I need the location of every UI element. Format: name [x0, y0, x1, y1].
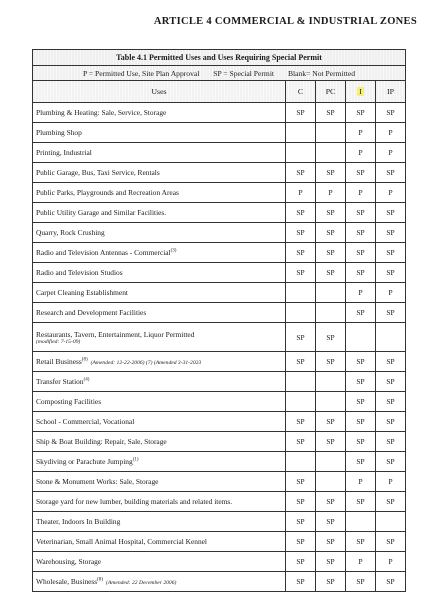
- permission-cell-pc: SP: [316, 223, 346, 243]
- permission-cell-i: SP: [346, 103, 376, 123]
- permission-cell-c: [286, 123, 316, 143]
- table-row: [33, 432, 406, 452]
- use-label: Plumbing Shop: [36, 128, 82, 137]
- permission-cell-ip: SP: [376, 303, 406, 323]
- permission-cell-i: SP: [346, 352, 376, 372]
- permission-cell-c: SP: [286, 323, 316, 352]
- permission-cell-ip: SP: [376, 432, 406, 452]
- permission-cell-pc: [316, 472, 346, 492]
- table-row: [33, 452, 406, 472]
- table-row: [33, 552, 406, 572]
- permission-cell-ip: SP: [376, 412, 406, 432]
- use-label: Public Utility Garage and Similar Facilities.: [36, 208, 167, 217]
- permission-cell-c: P: [286, 183, 316, 203]
- permission-cell-c: [286, 283, 316, 303]
- column-header-uses: Uses: [33, 81, 286, 103]
- use-cell: [33, 143, 286, 163]
- permission-cell-i: P: [346, 183, 376, 203]
- permission-cell-c: SP: [286, 103, 316, 123]
- permission-cell-pc: SP: [316, 532, 346, 552]
- use-cell: [33, 283, 286, 303]
- permission-cell-pc: SP: [316, 552, 346, 572]
- table-row: [33, 183, 406, 203]
- permission-cell-i: P: [346, 283, 376, 303]
- permission-cell-i: SP: [346, 412, 376, 432]
- use-label: Research and Development Facilities: [36, 308, 147, 317]
- permission-cell-i: SP: [346, 263, 376, 283]
- use-cell: [33, 163, 286, 183]
- permission-cell-ip: SP: [376, 532, 406, 552]
- use-label: School - Commercial, Vocational: [36, 417, 135, 426]
- table-row: [33, 323, 406, 352]
- permission-cell-pc: SP: [316, 512, 346, 532]
- column-header-row: [33, 81, 406, 103]
- permission-cell-pc: SP: [316, 572, 346, 592]
- permission-cell-i: [346, 512, 376, 532]
- permission-cell-pc: SP: [316, 323, 346, 352]
- table-row: [33, 283, 406, 303]
- permission-cell-ip: SP: [376, 492, 406, 512]
- table-title: Table 4.1 Permitted Uses and Uses Requiring Special Permit: [33, 50, 406, 66]
- use-label: Printing, Industrial: [36, 148, 92, 157]
- use-cell: [33, 512, 286, 532]
- permission-cell-i: SP: [346, 243, 376, 263]
- footnote-ref: (8): [81, 357, 88, 363]
- use-label: Theater, Indoors In Building: [36, 517, 121, 526]
- use-label: Public Garage, Bus, Taxi Service, Rentals: [36, 168, 160, 177]
- permission-cell-c: SP: [286, 492, 316, 512]
- use-label: Wholesale, Business: [36, 577, 98, 586]
- use-label: Quarry, Rock Crushing: [36, 228, 105, 237]
- permission-cell-i: SP: [346, 492, 376, 512]
- column-header-pc: PC: [316, 81, 346, 103]
- table-row: [33, 163, 406, 183]
- table-row: [33, 303, 406, 323]
- use-cell: [33, 572, 286, 592]
- column-header-c: C: [286, 81, 316, 103]
- permission-cell-c: SP: [286, 203, 316, 223]
- use-cell: [33, 123, 286, 143]
- highlight-mark: I: [359, 87, 362, 96]
- permitted-uses-table: [32, 49, 406, 592]
- permission-cell-i: SP: [346, 372, 376, 392]
- table-row: [33, 263, 406, 283]
- permission-cell-ip: [376, 512, 406, 532]
- permission-cell-i: P: [346, 552, 376, 572]
- permission-cell-i: SP: [346, 163, 376, 183]
- permission-cell-pc: P: [316, 183, 346, 203]
- use-cell: [33, 263, 286, 283]
- permission-cell-c: SP: [286, 552, 316, 572]
- permission-cell-i: SP: [346, 392, 376, 412]
- table-row: [33, 532, 406, 552]
- table-row: [33, 103, 406, 123]
- permission-cell-pc: [316, 452, 346, 472]
- permission-cell-pc: SP: [316, 243, 346, 263]
- permission-cell-ip: SP: [376, 223, 406, 243]
- permission-cell-i: SP: [346, 303, 376, 323]
- permission-cell-c: SP: [286, 412, 316, 432]
- use-cell: [33, 323, 286, 352]
- table-row: [33, 412, 406, 432]
- use-cell: [33, 103, 286, 123]
- permission-cell-pc: [316, 392, 346, 412]
- use-cell: [33, 452, 286, 472]
- table-row: [33, 123, 406, 143]
- permission-cell-ip: SP: [376, 263, 406, 283]
- permission-cell-ip: [376, 323, 406, 352]
- permission-cell-c: [286, 303, 316, 323]
- table-title-row: [33, 50, 406, 66]
- permission-cell-pc: SP: [316, 412, 346, 432]
- footnote-ref: (8): [97, 577, 104, 583]
- use-cell: [33, 372, 286, 392]
- table-row: [33, 392, 406, 412]
- table-row: [33, 203, 406, 223]
- permission-cell-c: SP: [286, 352, 316, 372]
- use-cell: [33, 392, 286, 412]
- permission-cell-ip: P: [376, 143, 406, 163]
- use-cell: [33, 412, 286, 432]
- use-cell: [33, 303, 286, 323]
- column-header-i: [346, 81, 376, 103]
- legend-special-permit: SP = Special Permit: [213, 68, 275, 78]
- permission-cell-pc: [316, 283, 346, 303]
- permission-cell-pc: SP: [316, 263, 346, 283]
- permission-cell-c: SP: [286, 572, 316, 592]
- table-row: [33, 472, 406, 492]
- permission-cell-i: P: [346, 143, 376, 163]
- permission-cell-i: SP: [346, 452, 376, 472]
- use-label: Retail Business: [36, 357, 82, 366]
- use-label: Plumbing & Heating: Sale, Service, Storage: [36, 108, 167, 117]
- use-cell: [33, 223, 286, 243]
- permission-cell-ip: SP: [376, 572, 406, 592]
- use-cell: [33, 203, 286, 223]
- table-row: [33, 372, 406, 392]
- permission-cell-ip: P: [376, 472, 406, 492]
- use-label: Public Parks, Playgrounds and Recreation Areas: [36, 188, 179, 197]
- use-cell: [33, 352, 286, 372]
- permission-cell-i: P: [346, 472, 376, 492]
- footnote-ref: (4): [83, 377, 90, 383]
- permission-cell-c: SP: [286, 512, 316, 532]
- footnote-ref: (3): [170, 248, 177, 254]
- use-label: Transfer Station: [36, 377, 84, 386]
- permission-cell-i: SP: [346, 203, 376, 223]
- page-header: ARTICLE 4 COMMERCIAL & INDUSTRIAL ZONES: [153, 16, 417, 27]
- table-legend: [33, 66, 406, 81]
- use-cell: [33, 552, 286, 572]
- permission-cell-c: SP: [286, 432, 316, 452]
- legend-permitted: P = Permitted Use, Site Plan Approval: [82, 68, 200, 78]
- column-header-ip: IP: [376, 81, 406, 103]
- permission-cell-ip: SP: [376, 103, 406, 123]
- permission-cell-ip: SP: [376, 352, 406, 372]
- use-cell: [33, 472, 286, 492]
- permission-cell-c: SP: [286, 532, 316, 552]
- table-legend-row: [33, 66, 406, 81]
- permission-cell-ip: SP: [376, 243, 406, 263]
- permission-cell-ip: SP: [376, 203, 406, 223]
- table-row: [33, 572, 406, 592]
- table-row: [33, 512, 406, 532]
- permission-cell-pc: [316, 143, 346, 163]
- use-label: Veterinarian, Small Animal Hospital, Commercial Kennel: [36, 537, 207, 546]
- use-label: Restaurants, Tavern, Entertainment, Liquor Permitted: [36, 329, 195, 339]
- table-row: [33, 223, 406, 243]
- use-label: Radio and Television Antennas - Commercial: [36, 248, 171, 257]
- legend-not-permitted: Blank= Not Permitted: [287, 68, 356, 78]
- permission-cell-c: SP: [286, 223, 316, 243]
- use-label: Composting Facilities: [36, 397, 102, 406]
- permission-cell-ip: P: [376, 283, 406, 303]
- permission-cell-pc: SP: [316, 432, 346, 452]
- permission-cell-pc: SP: [316, 163, 346, 183]
- permission-cell-ip: P: [376, 123, 406, 143]
- table-row: [33, 143, 406, 163]
- permission-cell-pc: SP: [316, 492, 346, 512]
- use-label: Warehousing, Storage: [36, 557, 102, 566]
- permission-cell-i: [346, 323, 376, 352]
- permission-cell-pc: [316, 123, 346, 143]
- amendment-note: (Amended: 22 December 2006): [106, 580, 177, 586]
- footnote-ref: (1): [132, 457, 139, 463]
- table-row: [33, 352, 406, 372]
- use-cell: [33, 183, 286, 203]
- permission-cell-c: [286, 372, 316, 392]
- permission-cell-c: SP: [286, 243, 316, 263]
- permission-cell-pc: SP: [316, 203, 346, 223]
- permission-cell-i: SP: [346, 223, 376, 243]
- permission-cell-c: [286, 392, 316, 412]
- permission-cell-pc: [316, 372, 346, 392]
- permission-cell-i: P: [346, 123, 376, 143]
- use-label: Ship & Boat Building: Repair, Sale, Storage: [36, 437, 167, 446]
- permission-cell-pc: SP: [316, 352, 346, 372]
- amendment-note: (modified: 7-15-09): [36, 338, 81, 345]
- use-cell: [33, 532, 286, 552]
- permission-cell-c: SP: [286, 163, 316, 183]
- permission-cell-c: SP: [286, 263, 316, 283]
- permission-cell-ip: P: [376, 552, 406, 572]
- use-cell: [33, 243, 286, 263]
- use-cell: [33, 432, 286, 452]
- use-label: Skydiving or Parachute Jumping: [36, 457, 133, 466]
- use-cell: [33, 492, 286, 512]
- permission-cell-c: [286, 452, 316, 472]
- use-label: Stone & Monument Works: Sale, Storage: [36, 477, 159, 486]
- amendment-note: (Amended: 12-22-2006) (7) (Amended 3-31-2023: [90, 360, 202, 366]
- use-label: Carpet Cleaning Establishment: [36, 288, 128, 297]
- permission-cell-ip: SP: [376, 392, 406, 412]
- permission-cell-ip: SP: [376, 163, 406, 183]
- use-label: Storage yard for new lumber, building materials and related items.: [36, 497, 233, 506]
- permission-cell-i: SP: [346, 572, 376, 592]
- permission-cell-c: [286, 143, 316, 163]
- table-row: [33, 492, 406, 512]
- permission-cell-pc: SP: [316, 103, 346, 123]
- permission-cell-ip: SP: [376, 452, 406, 472]
- permission-cell-i: SP: [346, 532, 376, 552]
- permission-cell-i: SP: [346, 432, 376, 452]
- use-label: Radio and Television Studios: [36, 268, 123, 277]
- permission-cell-ip: P: [376, 183, 406, 203]
- permission-cell-c: SP: [286, 472, 316, 492]
- permission-cell-ip: SP: [376, 372, 406, 392]
- table-row: [33, 243, 406, 263]
- permission-cell-pc: [316, 303, 346, 323]
